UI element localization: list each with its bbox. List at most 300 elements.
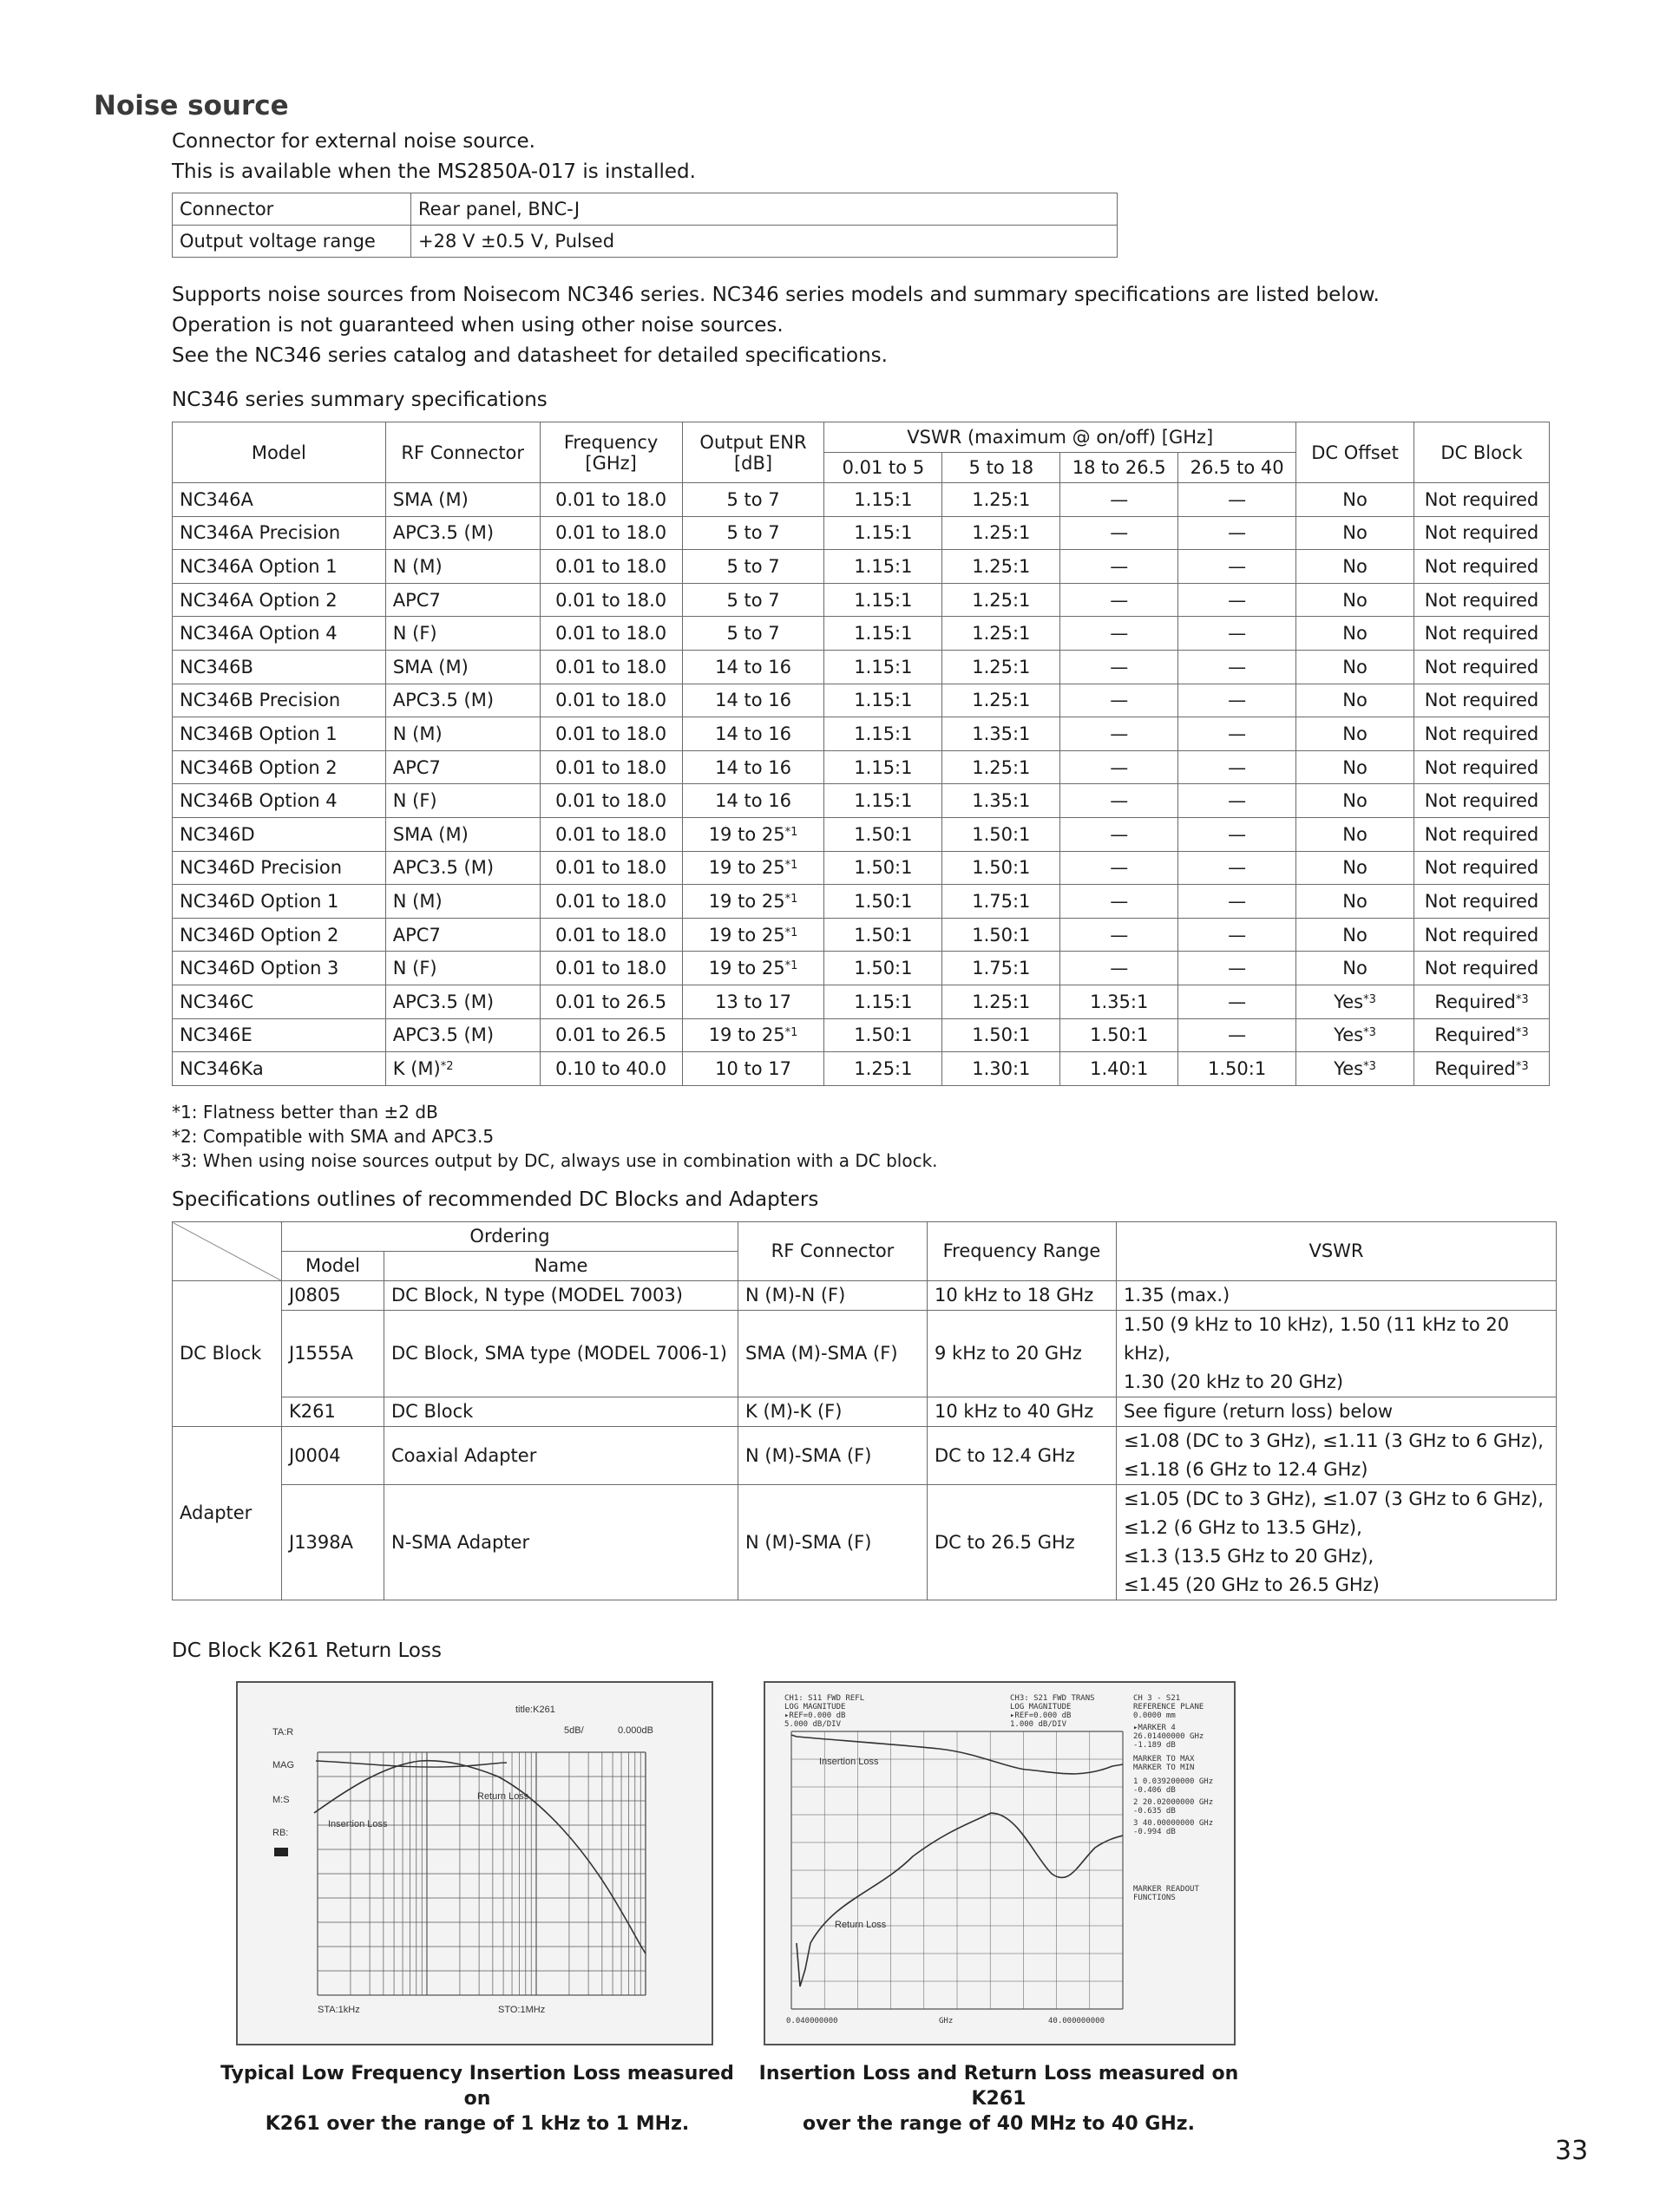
cell-model-text: NC346E: [180, 1024, 253, 1046]
cell-vswr-text: 1.25:1: [972, 690, 1031, 711]
caption-line: Insertion Loss and Return Loss measured on K261: [758, 2063, 1239, 2110]
cell-vswr: [942, 483, 1060, 517]
cell-vswr-text: —: [1228, 857, 1247, 879]
cell-rf-connector: [385, 851, 540, 885]
cell-vswr: [1060, 1018, 1178, 1052]
header-ordering: Ordering: [282, 1222, 738, 1252]
cell-enr-text: 14 to 16: [715, 756, 791, 778]
cell-dc-block-text: Not required: [1424, 589, 1539, 611]
cell-dc-offset: [1296, 583, 1414, 617]
vswr-line: ≤1.05 (DC to 3 GHz), ≤1.07 (3 GHz to 6 GHz),: [1124, 1489, 1544, 1509]
cell-dc-block-text: Not required: [1424, 890, 1539, 912]
footnote-ref: *3: [1515, 1026, 1529, 1040]
nc346-caption: NC346 series summary specifications: [172, 389, 548, 411]
cell-vswr-text: —: [1110, 522, 1129, 544]
cell-enr-text: 19 to 25: [708, 1024, 785, 1046]
cell-vswr: [942, 1018, 1060, 1052]
cell-vswr-text: —: [1228, 991, 1247, 1012]
cell-model: [173, 952, 386, 985]
cell-vswr: [1060, 684, 1178, 717]
table-cell: DC to 26.5 GHz: [928, 1485, 1117, 1600]
cell-enr-text: 14 to 16: [715, 723, 791, 744]
table-cell: J1555A: [282, 1311, 384, 1397]
side-text: MARKER TO MIN: [1133, 1764, 1195, 1772]
cell-vswr-text: 1.15:1: [854, 656, 913, 677]
cell-dc-block: [1413, 650, 1549, 684]
cell-dc-block-text: Required: [1434, 991, 1516, 1012]
cell-vswr-text: 1.15:1: [854, 756, 913, 778]
header-rf-connector: RF Connector: [385, 422, 540, 483]
cell-dc-offset: [1296, 483, 1414, 517]
header-vswr-band: 0.01 to 5: [824, 453, 942, 483]
cell-vswr-text: 1.50:1: [854, 857, 913, 879]
table-cell: N (M)-SMA (F): [738, 1485, 928, 1600]
cell-rf-connector-text: N (F): [392, 958, 437, 979]
header-enr-unit: [dB]: [733, 452, 773, 474]
footnote-ref: *3: [1515, 992, 1529, 1006]
cell-vswr-text: 1.15:1: [854, 790, 913, 812]
cell-vswr: [1060, 985, 1178, 1018]
cell-vswr: [824, 516, 942, 550]
cell-frequency: [540, 817, 682, 851]
cell-rf-connector: [385, 650, 540, 684]
cell-dc-offset-text: No: [1342, 555, 1368, 577]
cell-enr: [682, 550, 824, 584]
cell-model: [173, 617, 386, 651]
cell-frequency-text: 0.01 to 18.0: [555, 790, 667, 812]
cell-enr: [682, 583, 824, 617]
table-cell: [1117, 1311, 1557, 1397]
cell-vswr: [1178, 550, 1296, 584]
cell-dc-offset: [1296, 784, 1414, 818]
cell-vswr-text: —: [1110, 488, 1129, 510]
cell-vswr: [1060, 952, 1178, 985]
cell-vswr: [942, 784, 1060, 818]
cell-vswr: [1060, 550, 1178, 584]
cell-rf-connector-text: APC3.5 (M): [392, 991, 495, 1012]
plot-marker-block: [274, 1848, 288, 1856]
cell-model: [173, 550, 386, 584]
cell-vswr: [1178, 684, 1296, 717]
header-frequency-label: Frequency: [563, 431, 659, 453]
cell-frequency-text: 0.01 to 18.0: [555, 857, 667, 879]
cell-vswr: [824, 483, 942, 517]
cell-vswr-text: —: [1110, 690, 1129, 711]
table-cell: J0805: [282, 1281, 384, 1311]
cell-vswr: [1060, 717, 1178, 751]
cell-vswr: [1178, 817, 1296, 851]
cell-rf-connector-text: APC3.5 (M): [392, 690, 495, 711]
cell-vswr: [824, 985, 942, 1018]
cell-rf-connector: [385, 516, 540, 550]
cell-vswr: [1060, 516, 1178, 550]
table-cell: N-SMA Adapter: [384, 1485, 738, 1600]
cell-enr-text: 5 to 7: [726, 488, 780, 510]
footnote: *3: When using noise sources output by DC, always use in combination with a DC block.: [172, 1150, 938, 1171]
table-cell: Output voltage range: [173, 226, 411, 258]
cell-vswr-text: —: [1228, 723, 1247, 744]
cell-vswr: [824, 583, 942, 617]
table-row: [173, 1311, 1557, 1397]
cell-dc-offset: [1296, 985, 1414, 1018]
cell-dc-offset-text: No: [1342, 522, 1368, 544]
plot-label-mag: MAG: [272, 1760, 295, 1770]
cell-vswr: [1178, 952, 1296, 985]
footnote: *2: Compatible with SMA and APC3.5: [172, 1126, 495, 1147]
cell-vswr-text: —: [1228, 623, 1247, 645]
plot-label-ta: TA:R: [272, 1727, 294, 1738]
table-row: [173, 784, 1550, 818]
cell-vswr: [1060, 1052, 1178, 1086]
cell-model-text: NC346Ka: [180, 1057, 264, 1079]
cell-vswr-text: 1.40:1: [1090, 1057, 1149, 1079]
plot-grid: [318, 1752, 646, 1995]
cell-rf-connector-text: SMA (M): [392, 656, 469, 677]
cell-vswr-text: —: [1110, 589, 1129, 611]
table-cell: [1117, 1485, 1557, 1600]
cell-dc-block-text: Required: [1434, 1024, 1516, 1046]
cell-frequency: [540, 583, 682, 617]
cell-dc-offset: [1296, 550, 1414, 584]
table-cell: SMA (M)-SMA (F): [738, 1311, 928, 1397]
cell-dc-offset-text: No: [1342, 589, 1368, 611]
plot-footer-stop: 40.000000000: [1048, 2017, 1105, 2025]
cell-model-text: NC346B Option 2: [180, 756, 338, 778]
cell-enr: [682, 684, 824, 717]
cell-enr-text: 14 to 16: [715, 690, 791, 711]
cell-frequency-text: 0.01 to 18.0: [555, 756, 667, 778]
cell-enr: [682, 817, 824, 851]
k261-high-freq-plot: [765, 1683, 1234, 2044]
cell-vswr-text: 1.50:1: [972, 823, 1031, 845]
chart2-caption: [734, 2061, 1263, 2137]
cell-vswr: [942, 952, 1060, 985]
cell-vswr: [1178, 918, 1296, 952]
cell-vswr: [1060, 650, 1178, 684]
cell-vswr-text: 1.25:1: [854, 1057, 913, 1079]
nc346-spec-table: [172, 422, 1550, 1086]
cell-dc-offset: [1296, 885, 1414, 919]
table-row: [173, 851, 1550, 885]
side-text: -0.994 dB: [1133, 1828, 1176, 1836]
cell-rf-connector-text: APC7: [392, 924, 441, 946]
cell-frequency: [540, 851, 682, 885]
cell-rf-connector-text: N (M): [392, 723, 443, 744]
cell-model: [173, 1052, 386, 1086]
table-cell: 9 kHz to 20 GHz: [928, 1311, 1117, 1397]
cell-enr-text: 5 to 7: [726, 522, 780, 544]
connector-table: [172, 193, 1118, 258]
vswr-line: ≤1.45 (20 GHz to 26.5 GHz): [1124, 1574, 1380, 1595]
hdr-text: 5.000 dB/DIV: [784, 1720, 842, 1729]
cell-vswr-text: 1.30:1: [972, 1057, 1031, 1079]
cell-dc-offset: [1296, 684, 1414, 717]
table-cell: Connector: [173, 193, 411, 226]
hdr-text: 1.000 dB/DIV: [1010, 1720, 1067, 1729]
header-right: [1010, 1694, 1095, 1729]
cell-vswr-text: 1.25:1: [972, 555, 1031, 577]
cell-enr-text: 5 to 7: [726, 589, 780, 611]
header-frequency-range: Frequency Range: [928, 1222, 1117, 1281]
cell-dc-block: [1413, 717, 1549, 751]
cell-vswr-text: 1.75:1: [972, 958, 1031, 979]
cell-model: [173, 750, 386, 784]
cell-model: [173, 784, 386, 818]
plot-label-return-loss: Return Loss: [477, 1791, 529, 1802]
cell-dc-block: [1413, 952, 1549, 985]
cell-frequency: [540, 717, 682, 751]
cell-enr: [682, 985, 824, 1018]
cell-model-text: NC346A Option 2: [180, 589, 338, 611]
cell-dc-block: [1413, 684, 1549, 717]
support-line-3: See the NC346 series catalog and datasheet for detailed specifications.: [172, 344, 888, 367]
cell-vswr-text: 1.25:1: [972, 488, 1031, 510]
header-rf-connector: RF Connector: [738, 1222, 928, 1281]
cell-vswr: [824, 885, 942, 919]
cell-rf-connector: [385, 617, 540, 651]
cell-vswr: [942, 750, 1060, 784]
vswr-line: ≤1.18 (6 GHz to 12.4 GHz): [1124, 1459, 1368, 1480]
side-text: -0.406 dB: [1133, 1786, 1176, 1795]
table-row: [173, 1018, 1550, 1052]
cell-model-text: NC346B: [180, 656, 253, 677]
header-vswr: VSWR: [1117, 1222, 1557, 1281]
cell-vswr-text: 1.50:1: [854, 924, 913, 946]
cell-model-text: NC346B Option 4: [180, 790, 338, 812]
header-left: [784, 1694, 864, 1729]
cell-vswr-text: 1.50:1: [854, 890, 913, 912]
cell-vswr-text: 1.15:1: [854, 623, 913, 645]
footnote-ref: *3: [1363, 992, 1376, 1006]
cell-dc-block-text: Not required: [1424, 555, 1539, 577]
cell-model: [173, 583, 386, 617]
cell-dc-block: [1413, 851, 1549, 885]
cell-dc-block-text: Not required: [1424, 823, 1539, 845]
cell-vswr: [1060, 617, 1178, 651]
side-text: -1.189 dB: [1133, 1741, 1176, 1750]
cell-dc-offset-text: No: [1342, 723, 1368, 744]
cell-vswr-text: 1.15:1: [854, 522, 913, 544]
cell-vswr: [1060, 885, 1178, 919]
cell-model-text: NC346D Precision: [180, 857, 343, 879]
header-model: Model: [282, 1252, 384, 1281]
plot-grid: [791, 1731, 1123, 2009]
cell-vswr-text: 1.50:1: [854, 823, 913, 845]
cell-frequency-text: 0.01 to 18.0: [555, 823, 667, 845]
cell-rf-connector-text: N (M): [392, 555, 443, 577]
cell-enr: [682, 885, 824, 919]
table-row: [173, 1397, 1557, 1427]
table-row: [173, 817, 1550, 851]
cell-dc-offset: [1296, 817, 1414, 851]
plot-scale: 5dB/: [564, 1725, 584, 1736]
footnote-ref: *1: [784, 892, 798, 906]
cell-rf-connector: [385, 717, 540, 751]
table-cell: J1398A: [282, 1485, 384, 1600]
caption-line: over the range of 40 MHz to 40 GHz.: [803, 2113, 1195, 2135]
cell-dc-offset: [1296, 1018, 1414, 1052]
cell-vswr-text: —: [1228, 690, 1247, 711]
cell-dc-block-text: Not required: [1424, 958, 1539, 979]
cell-dc-block: [1413, 784, 1549, 818]
table-row: [173, 750, 1550, 784]
footnote-ref: *1: [784, 859, 798, 873]
cell-vswr-text: —: [1228, 522, 1247, 544]
cell-frequency: [540, 483, 682, 517]
cell-vswr: [1178, 717, 1296, 751]
table-cell: Rear panel, BNC-J: [411, 193, 1118, 226]
header-enr-label: Output ENR: [699, 431, 807, 453]
cell-vswr-text: —: [1228, 924, 1247, 946]
cell-enr-text: 19 to 25: [708, 890, 785, 912]
cell-dc-block-text: Not required: [1424, 656, 1539, 677]
cell-vswr: [824, 1018, 942, 1052]
cell-vswr: [1178, 750, 1296, 784]
cell-frequency-text: 0.10 to 40.0: [555, 1057, 667, 1079]
cell-vswr: [942, 516, 1060, 550]
header-frequency-unit: [GHz]: [585, 452, 637, 474]
intro-line-2: This is available when the MS2850A-017 is installed.: [172, 160, 696, 183]
cell-dc-block: [1413, 1052, 1549, 1086]
table-row: [173, 717, 1550, 751]
cell-rf-connector: [385, 483, 540, 517]
side-text: 0.0000 mm: [1133, 1711, 1176, 1720]
cell-vswr-text: 1.75:1: [972, 890, 1031, 912]
side-text: MARKER TO MAX: [1133, 1755, 1195, 1764]
cell-frequency: [540, 650, 682, 684]
cell-dc-offset-text: No: [1342, 623, 1368, 645]
cell-rf-connector-text: APC3.5 (M): [392, 1024, 495, 1046]
cell-frequency-text: 0.01 to 18.0: [555, 656, 667, 677]
nc346-notes: [172, 1100, 938, 1173]
cell-frequency-text: 0.01 to 18.0: [555, 924, 667, 946]
table-cell: N (M)-N (F): [738, 1281, 928, 1311]
footnote-ref: *2: [440, 1059, 454, 1073]
cell-rf-connector-text: APC3.5 (M): [392, 857, 495, 879]
cell-frequency: [540, 985, 682, 1018]
cell-dc-block: [1413, 483, 1549, 517]
cell-vswr: [824, 550, 942, 584]
table-header-row: [173, 1222, 1557, 1252]
k261-caption: DC Block K261 Return Loss: [172, 1639, 442, 1662]
cell-vswr: [1060, 784, 1178, 818]
side-text: MARKER READOUT: [1133, 1885, 1199, 1894]
cell-frequency: [540, 918, 682, 952]
cell-vswr-text: 1.25:1: [972, 991, 1031, 1012]
cell-vswr: [1178, 1018, 1296, 1052]
cell-vswr: [1178, 885, 1296, 919]
table-row: [173, 985, 1550, 1018]
footnote-ref: *1: [784, 926, 798, 939]
table-row: [173, 684, 1550, 717]
cell-vswr: [1060, 817, 1178, 851]
cell-model-text: NC346A Option 4: [180, 623, 338, 645]
table-cell: DC Block, SMA type (MODEL 7006-1): [384, 1311, 738, 1397]
table-row: [173, 617, 1550, 651]
cell-dc-block-text: Required: [1434, 1057, 1516, 1079]
table-row: [173, 1281, 1557, 1311]
k261-high-freq-screenshot: [764, 1681, 1236, 2045]
footnote-ref: *3: [1515, 1059, 1529, 1073]
table-cell: K261: [282, 1397, 384, 1427]
cell-vswr-text: —: [1228, 555, 1247, 577]
hdr-text: ▸REF=0.000 dB: [1010, 1711, 1072, 1720]
cell-rf-connector: [385, 750, 540, 784]
cell-dc-offset: [1296, 918, 1414, 952]
plot-label-insertion-loss: Insertion Loss: [819, 1757, 879, 1767]
caption-line: K261 over the range of 1 kHz to 1 MHz.: [265, 2113, 690, 2135]
table-cell: DC Block: [384, 1397, 738, 1427]
caption-line: Typical Low Frequency Insertion Loss measured on: [220, 2063, 734, 2110]
cell-vswr: [1178, 985, 1296, 1018]
vswr-line: ≤1.08 (DC to 3 GHz), ≤1.11 (3 GHz to 6 GHz),: [1124, 1430, 1544, 1451]
cell-frequency-text: 0.01 to 18.0: [555, 723, 667, 744]
cell-vswr: [824, 1052, 942, 1086]
dc-spec-caption: Specifications outlines of recommended DC Blocks and Adapters: [172, 1188, 819, 1211]
cell-frequency-text: 0.01 to 26.5: [555, 991, 667, 1012]
cell-vswr-text: 1.50:1: [1208, 1057, 1267, 1079]
cell-model-text: NC346D Option 2: [180, 924, 339, 946]
cell-rf-connector-text: K (M): [392, 1057, 441, 1079]
cell-vswr-text: 1.15:1: [854, 555, 913, 577]
table-row: [173, 650, 1550, 684]
cell-frequency-text: 0.01 to 18.0: [555, 623, 667, 645]
cell-vswr-text: —: [1110, 790, 1129, 812]
cell-vswr-text: 1.25:1: [972, 589, 1031, 611]
cell-dc-offset: [1296, 750, 1414, 784]
table-cell: [1117, 1427, 1557, 1485]
table-cell: [1117, 1397, 1557, 1427]
cell-vswr: [942, 885, 1060, 919]
cell-model-text: NC346D Option 3: [180, 958, 339, 979]
cell-dc-offset: [1296, 516, 1414, 550]
cell-vswr: [942, 550, 1060, 584]
cell-dc-block-text: Not required: [1424, 690, 1539, 711]
cell-enr: [682, 750, 824, 784]
cell-dc-block-text: Not required: [1424, 857, 1539, 879]
footnote-ref: *3: [1363, 1026, 1376, 1040]
cell-dc-block: [1413, 985, 1549, 1018]
plot-label-rb: RB:: [272, 1828, 289, 1838]
cell-enr: [682, 851, 824, 885]
cell-vswr: [824, 817, 942, 851]
cell-vswr-text: —: [1110, 924, 1129, 946]
table-row: [173, 193, 1118, 226]
cell-rf-connector-text: APC7: [392, 589, 441, 611]
cell-frequency-text: 0.01 to 18.0: [555, 958, 667, 979]
table-header-row: [173, 422, 1550, 453]
support-line-2: Operation is not guaranteed when using other noise sources.: [172, 314, 784, 337]
table-row: [173, 1427, 1557, 1485]
cell-vswr: [1060, 583, 1178, 617]
cell-vswr-text: 1.50:1: [854, 1024, 913, 1046]
cell-model: [173, 717, 386, 751]
cell-vswr: [824, 617, 942, 651]
cell-vswr: [942, 851, 1060, 885]
cell-dc-offset-text: Yes: [1334, 991, 1364, 1012]
plot-label-ms: M:S: [272, 1795, 290, 1805]
cell-enr-text: 19 to 25: [708, 958, 785, 979]
cell-vswr-text: —: [1110, 857, 1129, 879]
cell-vswr: [1178, 784, 1296, 818]
side-text: -0.635 dB: [1133, 1807, 1176, 1816]
cell-rf-connector: [385, 918, 540, 952]
side-text: CH 3 - S21: [1133, 1694, 1181, 1703]
cell-vswr: [1178, 1052, 1296, 1086]
cell-enr-text: 19 to 25: [708, 924, 785, 946]
table-row: [173, 483, 1550, 517]
cell-dc-offset: [1296, 851, 1414, 885]
